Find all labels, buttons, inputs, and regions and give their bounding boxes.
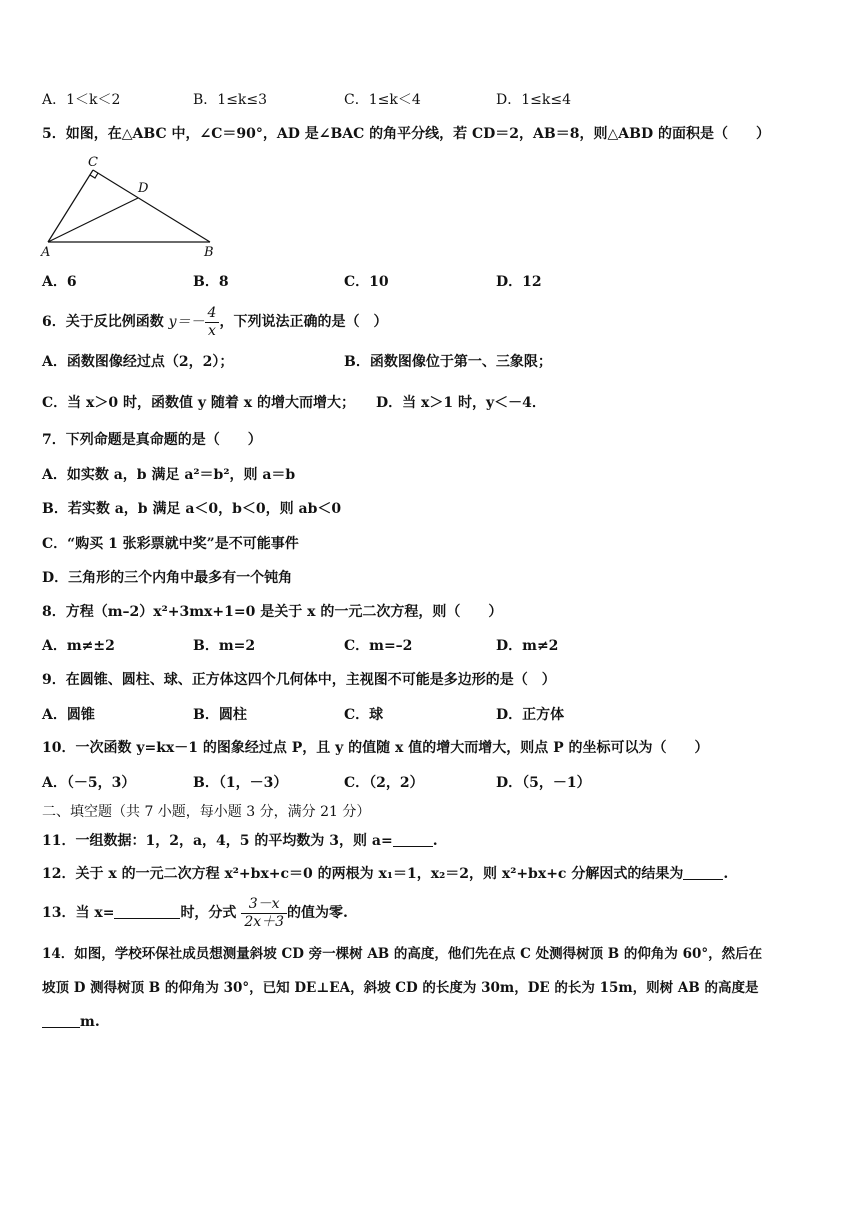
q9-option-c: C．球 (344, 707, 384, 723)
q6-option-b: B．函数图像位于第一、三象限； (344, 354, 552, 370)
q6-function-left: y＝－ (168, 314, 205, 330)
label-d: D (138, 181, 149, 196)
q5-option-a: A．6 (42, 274, 77, 290)
q7-stem: 7．下列命题是真命题的是（ ） (42, 432, 262, 448)
q4-option-d: D．1≤k≤4 (496, 92, 571, 108)
q13-stem-before: 13．当 x= (42, 905, 115, 921)
q11-answer-blank[interactable] (393, 832, 433, 847)
q6-option-d: D．当 x＞1 时，y＜－4． (376, 395, 546, 411)
q8-option-b: B．m=2 (193, 638, 256, 654)
label-c: C (88, 155, 98, 170)
q10-stem: 10．一次函数 y=kx－1 的图象经过点 P，且 y 的值随 x 值的增大而增大，则点 P 的坐标可以为（ ） (42, 740, 709, 756)
q4-option-c: C．1≤k＜4 (344, 92, 421, 108)
q6-function-fraction (205, 305, 220, 340)
label-b: B (204, 245, 214, 260)
q11-stem-after: . (432, 833, 438, 849)
q6-stem (42, 300, 387, 344)
q7-option-b: B．若实数 a，b 满足 a＜0，b＜0，则 ab＜0 (42, 501, 342, 517)
q5-option-d: D．12 (496, 274, 542, 290)
q13-stem-mid: 时，分式 (180, 905, 237, 921)
q13-fraction-denominator: 2x＋3 (241, 913, 287, 931)
q13-stem (42, 892, 348, 934)
q10-option-a: A．（－5，3） (42, 775, 136, 791)
q11-stem (42, 831, 438, 851)
q12-stem-before: 12．关于 x 的一元二次方程 x²+bx+c＝0 的两根为 x₁＝1，x₂＝2，则 x²+bx+c 分解因式的结果为 (42, 866, 684, 882)
q6-stem-after: ，下列说法正确的是（ ） (219, 314, 388, 330)
q10-option-c: C．（2，2） (344, 775, 424, 791)
q8-option-a: A．m≠±2 (42, 638, 115, 654)
section-2-title: 二、填空题（共 7 小题，每小题 3 分，满分 21 分） (42, 804, 371, 820)
q5-option-c: C．10 (344, 274, 389, 290)
q13-fraction (241, 896, 287, 931)
q13-answer-blank[interactable] (114, 904, 180, 919)
q14-line-3-after: m. (80, 1014, 100, 1030)
q10-option-b: B．（1，－3） (193, 775, 288, 791)
q9-option-a: A．圆锥 (42, 707, 95, 723)
q8-option-d: D．m≠2 (496, 638, 559, 654)
q13-fraction-numerator: 3－x (248, 895, 280, 912)
q4-option-a: A．1＜k＜2 (42, 92, 121, 108)
q7-option-c: C．“购买 1 张彩票就中奖”是不可能事件 (42, 536, 299, 552)
q12-answer-blank[interactable] (683, 865, 723, 880)
q9-stem: 9．在圆锥、圆柱、球、正方体这四个几何体中，主视图不可能是多边形的是（ ） (42, 672, 556, 688)
q6-fraction-denominator: x (205, 322, 220, 340)
q14-line-3 (42, 1012, 100, 1032)
q13-stem-after: 的值为零. (287, 905, 348, 921)
q12-stem (42, 864, 728, 884)
q8-stem: 8．方程（m–2）x²+3mx+1=0 是关于 x 的一元二次方程，则（ ） (42, 604, 503, 620)
q12-stem-after: . (723, 866, 729, 882)
side-cb (93, 170, 210, 242)
q14-answer-blank[interactable] (42, 1013, 80, 1028)
q6-fraction-numerator: 4 (207, 304, 217, 321)
q5-option-b: B．8 (193, 274, 229, 290)
label-a: A (41, 245, 51, 260)
q7-option-d: D．三角形的三个内角中最多有一个钝角 (42, 570, 293, 586)
q4-option-b: B．1≤k≤3 (193, 92, 268, 108)
q5-stem: 5．如图，在△ABC 中，∠C＝90°，AD 是∠BAC 的角平分线，若 CD＝2，AB＝8，则△ABD 的面积是（ ） (42, 126, 770, 142)
q9-option-b: B．圆柱 (193, 707, 247, 723)
q14-line-1: 14．如图，学校环保社成员想测量斜坡 CD 旁一棵树 AB 的高度，他们先在点 C 处测得树顶 B 的仰角为 60°，然后在 (42, 946, 763, 962)
q6-stem-before: 6．关于反比例函数 (42, 314, 164, 330)
q14-line-2: 坡顶 D 测得树顶 B 的仰角为 30°，已知 DE⊥EA，斜坡 CD 的长度为 30m，DE 的长为 15m，则树 AB 的高度是 (42, 980, 759, 996)
q6-option-a: A．函数图像经过点（2，2）； (42, 354, 234, 370)
q11-stem-before: 11．一组数据：1，2，a，4，5 的平均数为 3，则 a= (42, 833, 393, 849)
q5-triangle-figure (38, 150, 228, 262)
q10-option-d: D．（5，－1） (496, 775, 591, 791)
q6-option-c: C．当 x＞0 时，函数值 y 随着 x 的增大而增大； (42, 395, 355, 411)
q9-option-d: D．正方体 (496, 707, 565, 723)
q8-option-c: C．m=–2 (344, 638, 413, 654)
q7-option-a: A．如实数 a，b 满足 a²＝b²，则 a＝b (42, 467, 296, 483)
